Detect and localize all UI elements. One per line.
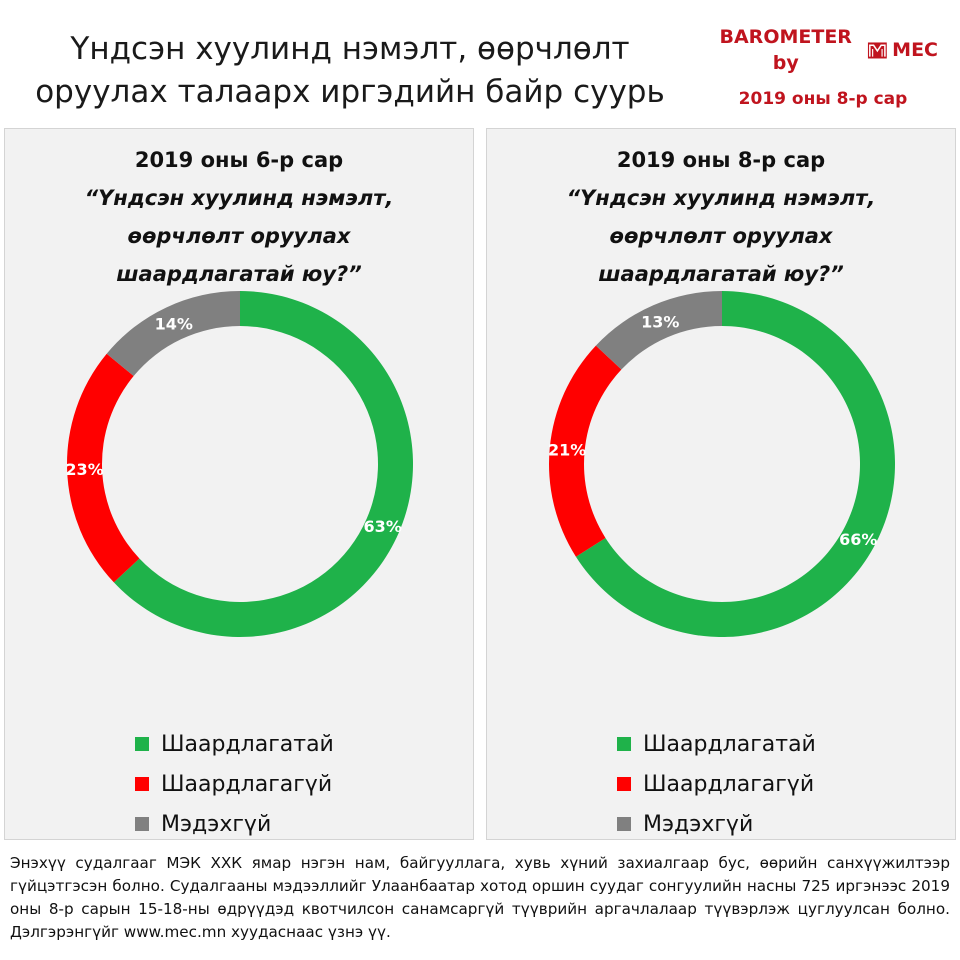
slice-dont-know — [107, 291, 240, 376]
legend-label: Шаардлагатай — [161, 731, 334, 757]
brand-block — [708, 24, 938, 112]
donut-svg-june — [5, 289, 475, 709]
legend-label: Мэдэхгүй — [643, 811, 754, 837]
legend-item-required — [617, 724, 917, 764]
brand-text: BAROMETER by — [719, 26, 852, 74]
legend-item-not-required — [135, 764, 435, 804]
page-title-line-2: оруулах талаарх иргэдийн байр суурь — [35, 74, 665, 110]
question-line-3: шаардлагатай юу?” — [116, 262, 362, 286]
mec-logo-icon — [867, 39, 888, 61]
chart-panel-june — [4, 128, 474, 840]
legend-label: Мэдэхгүй — [161, 811, 272, 837]
chart-panel-august — [486, 128, 956, 840]
brand-date: 2019 оны 8-р сар — [738, 89, 908, 109]
panel-heading — [5, 141, 473, 293]
legend-label: Шаардлагатай — [643, 731, 816, 757]
label-dont-know: 13% — [641, 312, 680, 332]
legend-august — [617, 724, 917, 844]
legend-swatch-green — [135, 737, 149, 751]
brand-line — [708, 24, 938, 76]
legend-swatch-red — [617, 777, 631, 791]
panel-title: 2019 оны 6-р сар — [134, 148, 344, 172]
brand-logo-text: MEC — [892, 39, 938, 61]
page-title — [10, 28, 690, 114]
donut-chart-august — [487, 289, 957, 709]
legend-swatch-red — [135, 777, 149, 791]
question-line-1: “Үндсэн хуулинд нэмэлт, — [566, 186, 876, 210]
panel-title: 2019 оны 8-р сар — [616, 148, 826, 172]
legend-june — [135, 724, 435, 844]
question-line-1: “Үндсэн хуулинд нэмэлт, — [84, 186, 394, 210]
label-required: 66% — [839, 529, 878, 549]
legend-swatch-gray — [617, 817, 631, 831]
legend-label: Шаардлагагүй — [161, 771, 333, 797]
legend-item-not-required — [617, 764, 917, 804]
legend-swatch-gray — [135, 817, 149, 831]
panel-heading — [487, 141, 955, 293]
question-line-2: өөрчлөлт оруулах — [127, 224, 351, 248]
question-line-3: шаардлагатай юу?” — [598, 262, 844, 286]
donut-chart-june — [5, 289, 475, 709]
legend-item-dont-know — [617, 804, 917, 844]
legend-label: Шаардлагагүй — [643, 771, 815, 797]
label-not-required: 23% — [65, 459, 104, 479]
legend-item-dont-know — [135, 804, 435, 844]
label-required: 63% — [363, 516, 402, 536]
legend-item-required — [135, 724, 435, 764]
label-not-required: 21% — [548, 440, 587, 460]
legend-swatch-green — [617, 737, 631, 751]
page-title-line-1: Үндсэн хуулинд нэмэлт, өөрчлөлт — [70, 31, 630, 67]
footnote: Энэхүү судалгааг МЭК ХХК ямар нэгэн нам, байгууллага, хувь хүний захиалгаар бус, өөрийн санхүүжилтээр гүйцэтгэсэн болно. Судалгааны мэдээллийг Улаанбаатар хотод оршин суудаг сонгуулийн насны 725 иргэнээс 2019 оны 8-р сарын 15-18-ны өдрүүдэд квотчилсон санамсаргүй түүврийн аргачлалаар түүвэрлэж цуглуулсан болно. Дэлгэрэнгүйг www.mec.mn хуудаснаас үзнэ үү. — [10, 854, 950, 941]
donut-svg-august — [487, 289, 957, 709]
label-dont-know: 14% — [154, 314, 193, 334]
question-line-2: өөрчлөлт оруулах — [609, 224, 833, 248]
